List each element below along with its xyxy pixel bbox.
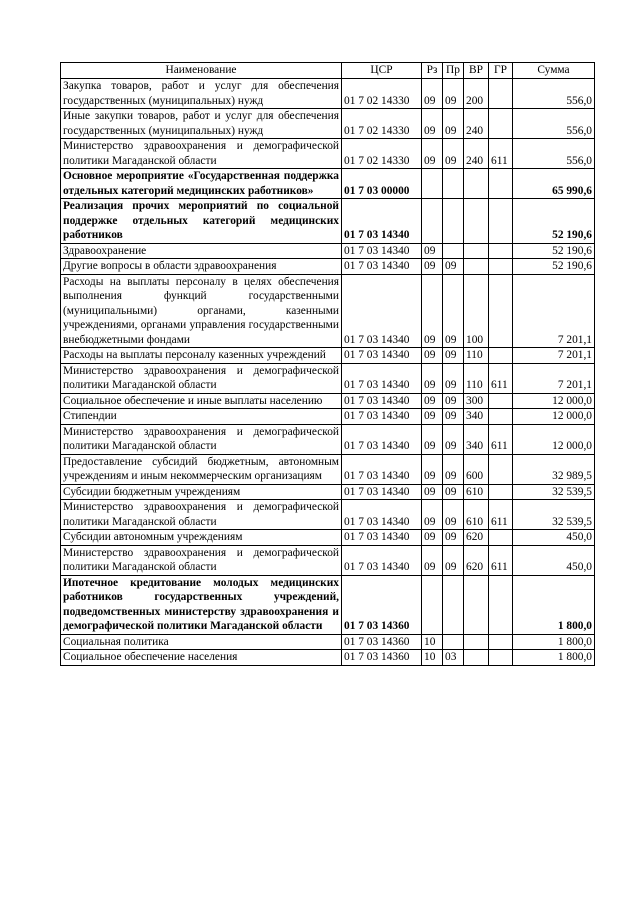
cell-csr: 01 7 03 14340 — [342, 454, 422, 484]
cell-pr: 09 — [443, 109, 464, 139]
cell-csr: 01 7 03 14340 — [342, 363, 422, 393]
cell-pr: 09 — [443, 363, 464, 393]
cell-sum: 450,0 — [513, 530, 595, 546]
cell-vr: 100 — [464, 274, 489, 348]
header-vr: ВР — [464, 63, 489, 79]
table-header-row — [61, 63, 595, 79]
cell-gr — [489, 79, 513, 109]
cell-sum: 7 201,1 — [513, 274, 595, 348]
cell-sum: 450,0 — [513, 545, 595, 575]
table-row — [61, 500, 595, 530]
cell-sum: 12 000,0 — [513, 409, 595, 425]
cell-csr: 01 7 03 14360 — [342, 575, 422, 634]
cell-vr: 340 — [464, 424, 489, 454]
cell-gr — [489, 274, 513, 348]
cell-name: Министерство здравоохранения и демографической политики Магаданской области — [61, 500, 342, 530]
cell-vr: 240 — [464, 109, 489, 139]
cell-pr — [443, 199, 464, 244]
cell-name: Субсидии бюджетным учреждениям — [61, 484, 342, 500]
cell-pr: 03 — [443, 650, 464, 666]
table-row — [61, 199, 595, 244]
cell-name: Министерство здравоохранения и демографической политики Магаданской области — [61, 545, 342, 575]
cell-sum: 1 800,0 — [513, 634, 595, 650]
cell-vr: 240 — [464, 139, 489, 169]
cell-csr: 01 7 03 14340 — [342, 530, 422, 546]
cell-csr: 01 7 02 14330 — [342, 139, 422, 169]
cell-rz: 10 — [422, 650, 443, 666]
cell-pr — [443, 575, 464, 634]
cell-name: Здравоохранение — [61, 243, 342, 259]
cell-pr: 09 — [443, 259, 464, 275]
cell-rz: 09 — [422, 274, 443, 348]
cell-rz: 09 — [422, 530, 443, 546]
cell-rz: 09 — [422, 409, 443, 425]
cell-pr: 09 — [443, 454, 464, 484]
cell-rz: 09 — [422, 79, 443, 109]
table-row — [61, 259, 595, 275]
cell-name: Социальное обеспечение и иные выплаты населению — [61, 393, 342, 409]
cell-pr: 09 — [443, 409, 464, 425]
cell-vr: 300 — [464, 393, 489, 409]
cell-gr — [489, 259, 513, 275]
cell-name: Закупка товаров, работ и услуг для обеспечения государственных (муниципальных) нужд — [61, 79, 342, 109]
cell-sum: 52 190,6 — [513, 259, 595, 275]
cell-pr — [443, 634, 464, 650]
cell-vr: 600 — [464, 454, 489, 484]
table-row — [61, 650, 595, 666]
cell-sum: 32 539,5 — [513, 484, 595, 500]
cell-gr: 611 — [489, 424, 513, 454]
cell-vr — [464, 169, 489, 199]
cell-csr: 01 7 03 14340 — [342, 409, 422, 425]
cell-gr — [489, 575, 513, 634]
table-row — [61, 424, 595, 454]
header-rz: Рз — [422, 63, 443, 79]
cell-gr — [489, 348, 513, 364]
table-row — [61, 348, 595, 364]
cell-sum: 65 990,6 — [513, 169, 595, 199]
cell-csr: 01 7 02 14330 — [342, 79, 422, 109]
cell-rz: 09 — [422, 454, 443, 484]
cell-name: Министерство здравоохранения и демографической политики Магаданской области — [61, 363, 342, 393]
cell-gr: 611 — [489, 363, 513, 393]
cell-vr: 110 — [464, 348, 489, 364]
cell-rz: 09 — [422, 348, 443, 364]
table-row — [61, 139, 595, 169]
cell-sum: 32 539,5 — [513, 500, 595, 530]
cell-csr: 01 7 03 00000 — [342, 169, 422, 199]
cell-sum: 1 800,0 — [513, 650, 595, 666]
cell-sum: 52 190,6 — [513, 243, 595, 259]
cell-rz: 09 — [422, 545, 443, 575]
cell-name: Ипотечное кредитование молодых медицинских работников государственных учреждений, подведомственных министерству здравоохранения и демографической политики Магаданской области — [61, 575, 342, 634]
cell-gr — [489, 409, 513, 425]
table-row — [61, 243, 595, 259]
cell-csr: 01 7 03 14360 — [342, 634, 422, 650]
cell-sum: 556,0 — [513, 139, 595, 169]
cell-gr — [489, 484, 513, 500]
cell-pr: 09 — [443, 530, 464, 546]
cell-sum: 32 989,5 — [513, 454, 595, 484]
cell-vr — [464, 575, 489, 634]
cell-csr: 01 7 03 14340 — [342, 348, 422, 364]
cell-pr: 09 — [443, 393, 464, 409]
cell-vr: 610 — [464, 484, 489, 500]
cell-csr: 01 7 03 14340 — [342, 545, 422, 575]
cell-rz: 10 — [422, 634, 443, 650]
cell-vr — [464, 243, 489, 259]
header-csr: ЦСР — [342, 63, 422, 79]
cell-vr — [464, 199, 489, 244]
cell-gr — [489, 169, 513, 199]
cell-sum: 7 201,1 — [513, 348, 595, 364]
cell-csr: 01 7 02 14330 — [342, 109, 422, 139]
table-row — [61, 409, 595, 425]
header-gr: ГР — [489, 63, 513, 79]
cell-pr: 09 — [443, 274, 464, 348]
cell-name: Предоставление субсидий бюджетным, автономным учреждениям и иным некоммерческим организациям — [61, 454, 342, 484]
table-row — [61, 79, 595, 109]
cell-csr: 01 7 03 14340 — [342, 424, 422, 454]
cell-csr: 01 7 03 14340 — [342, 393, 422, 409]
cell-name: Социальная политика — [61, 634, 342, 650]
cell-rz: 09 — [422, 363, 443, 393]
cell-vr — [464, 650, 489, 666]
cell-gr — [489, 650, 513, 666]
cell-csr: 01 7 03 14340 — [342, 274, 422, 348]
cell-sum: 52 190,6 — [513, 199, 595, 244]
cell-sum: 556,0 — [513, 79, 595, 109]
header-pr: Пр — [443, 63, 464, 79]
cell-vr — [464, 634, 489, 650]
cell-gr — [489, 243, 513, 259]
cell-name: Министерство здравоохранения и демографической политики Магаданской области — [61, 424, 342, 454]
cell-rz: 09 — [422, 393, 443, 409]
table-row — [61, 530, 595, 546]
cell-name: Иные закупки товаров, работ и услуг для обеспечения государственных (муниципальных) нужд — [61, 109, 342, 139]
cell-rz — [422, 575, 443, 634]
header-sum: Сумма — [513, 63, 595, 79]
cell-gr — [489, 530, 513, 546]
cell-pr: 09 — [443, 484, 464, 500]
cell-csr: 01 7 03 14340 — [342, 199, 422, 244]
cell-gr — [489, 199, 513, 244]
table-row — [61, 545, 595, 575]
cell-pr: 09 — [443, 500, 464, 530]
cell-rz: 09 — [422, 259, 443, 275]
cell-pr: 09 — [443, 139, 464, 169]
cell-pr — [443, 243, 464, 259]
cell-vr: 620 — [464, 545, 489, 575]
cell-gr: 611 — [489, 545, 513, 575]
cell-vr: 200 — [464, 79, 489, 109]
budget-table — [60, 62, 595, 666]
cell-name: Расходы на выплаты персоналу казенных учреждений — [61, 348, 342, 364]
table-row — [61, 393, 595, 409]
cell-gr: 611 — [489, 139, 513, 169]
cell-vr — [464, 259, 489, 275]
cell-name: Другие вопросы в области здравоохранения — [61, 259, 342, 275]
cell-name: Реализация прочих мероприятий по социальной поддержке отдельных категорий медицинских работников — [61, 199, 342, 244]
table-row — [61, 109, 595, 139]
cell-gr: 611 — [489, 500, 513, 530]
cell-vr: 340 — [464, 409, 489, 425]
table-row — [61, 634, 595, 650]
cell-rz: 09 — [422, 500, 443, 530]
cell-pr: 09 — [443, 545, 464, 575]
cell-vr: 620 — [464, 530, 489, 546]
cell-pr: 09 — [443, 348, 464, 364]
table-row — [61, 484, 595, 500]
cell-sum: 1 800,0 — [513, 575, 595, 634]
header-name: Наименование — [61, 63, 342, 79]
cell-rz: 09 — [422, 243, 443, 259]
cell-rz: 09 — [422, 424, 443, 454]
table-row — [61, 454, 595, 484]
table-row — [61, 169, 595, 199]
cell-pr: 09 — [443, 424, 464, 454]
cell-rz — [422, 169, 443, 199]
cell-gr — [489, 393, 513, 409]
cell-name: Стипендии — [61, 409, 342, 425]
cell-name: Основное мероприятие «Государственная поддержка отдельных категорий медицинских работников» — [61, 169, 342, 199]
cell-name: Министерство здравоохранения и демографической политики Магаданской области — [61, 139, 342, 169]
cell-sum: 12 000,0 — [513, 424, 595, 454]
cell-vr: 610 — [464, 500, 489, 530]
table-row — [61, 575, 595, 634]
cell-rz — [422, 199, 443, 244]
cell-pr — [443, 169, 464, 199]
table-row — [61, 363, 595, 393]
cell-csr: 01 7 03 14360 — [342, 650, 422, 666]
cell-csr: 01 7 03 14340 — [342, 259, 422, 275]
cell-name: Субсидии автономным учреждениям — [61, 530, 342, 546]
cell-name: Расходы на выплаты персоналу в целях обеспечения выполнения функций государственными (муниципальными) органами, казенными учреждениями, органами управления государственными внебюджетными фондами — [61, 274, 342, 348]
cell-gr — [489, 109, 513, 139]
cell-csr: 01 7 03 14340 — [342, 500, 422, 530]
cell-sum: 556,0 — [513, 109, 595, 139]
cell-sum: 7 201,1 — [513, 363, 595, 393]
cell-rz: 09 — [422, 139, 443, 169]
cell-sum: 12 000,0 — [513, 393, 595, 409]
cell-rz: 09 — [422, 109, 443, 139]
cell-gr — [489, 634, 513, 650]
cell-pr: 09 — [443, 79, 464, 109]
cell-rz: 09 — [422, 484, 443, 500]
table-row — [61, 274, 595, 348]
cell-csr: 01 7 03 14340 — [342, 484, 422, 500]
cell-vr: 110 — [464, 363, 489, 393]
cell-name: Социальное обеспечение населения — [61, 650, 342, 666]
cell-csr: 01 7 03 14340 — [342, 243, 422, 259]
cell-gr — [489, 454, 513, 484]
